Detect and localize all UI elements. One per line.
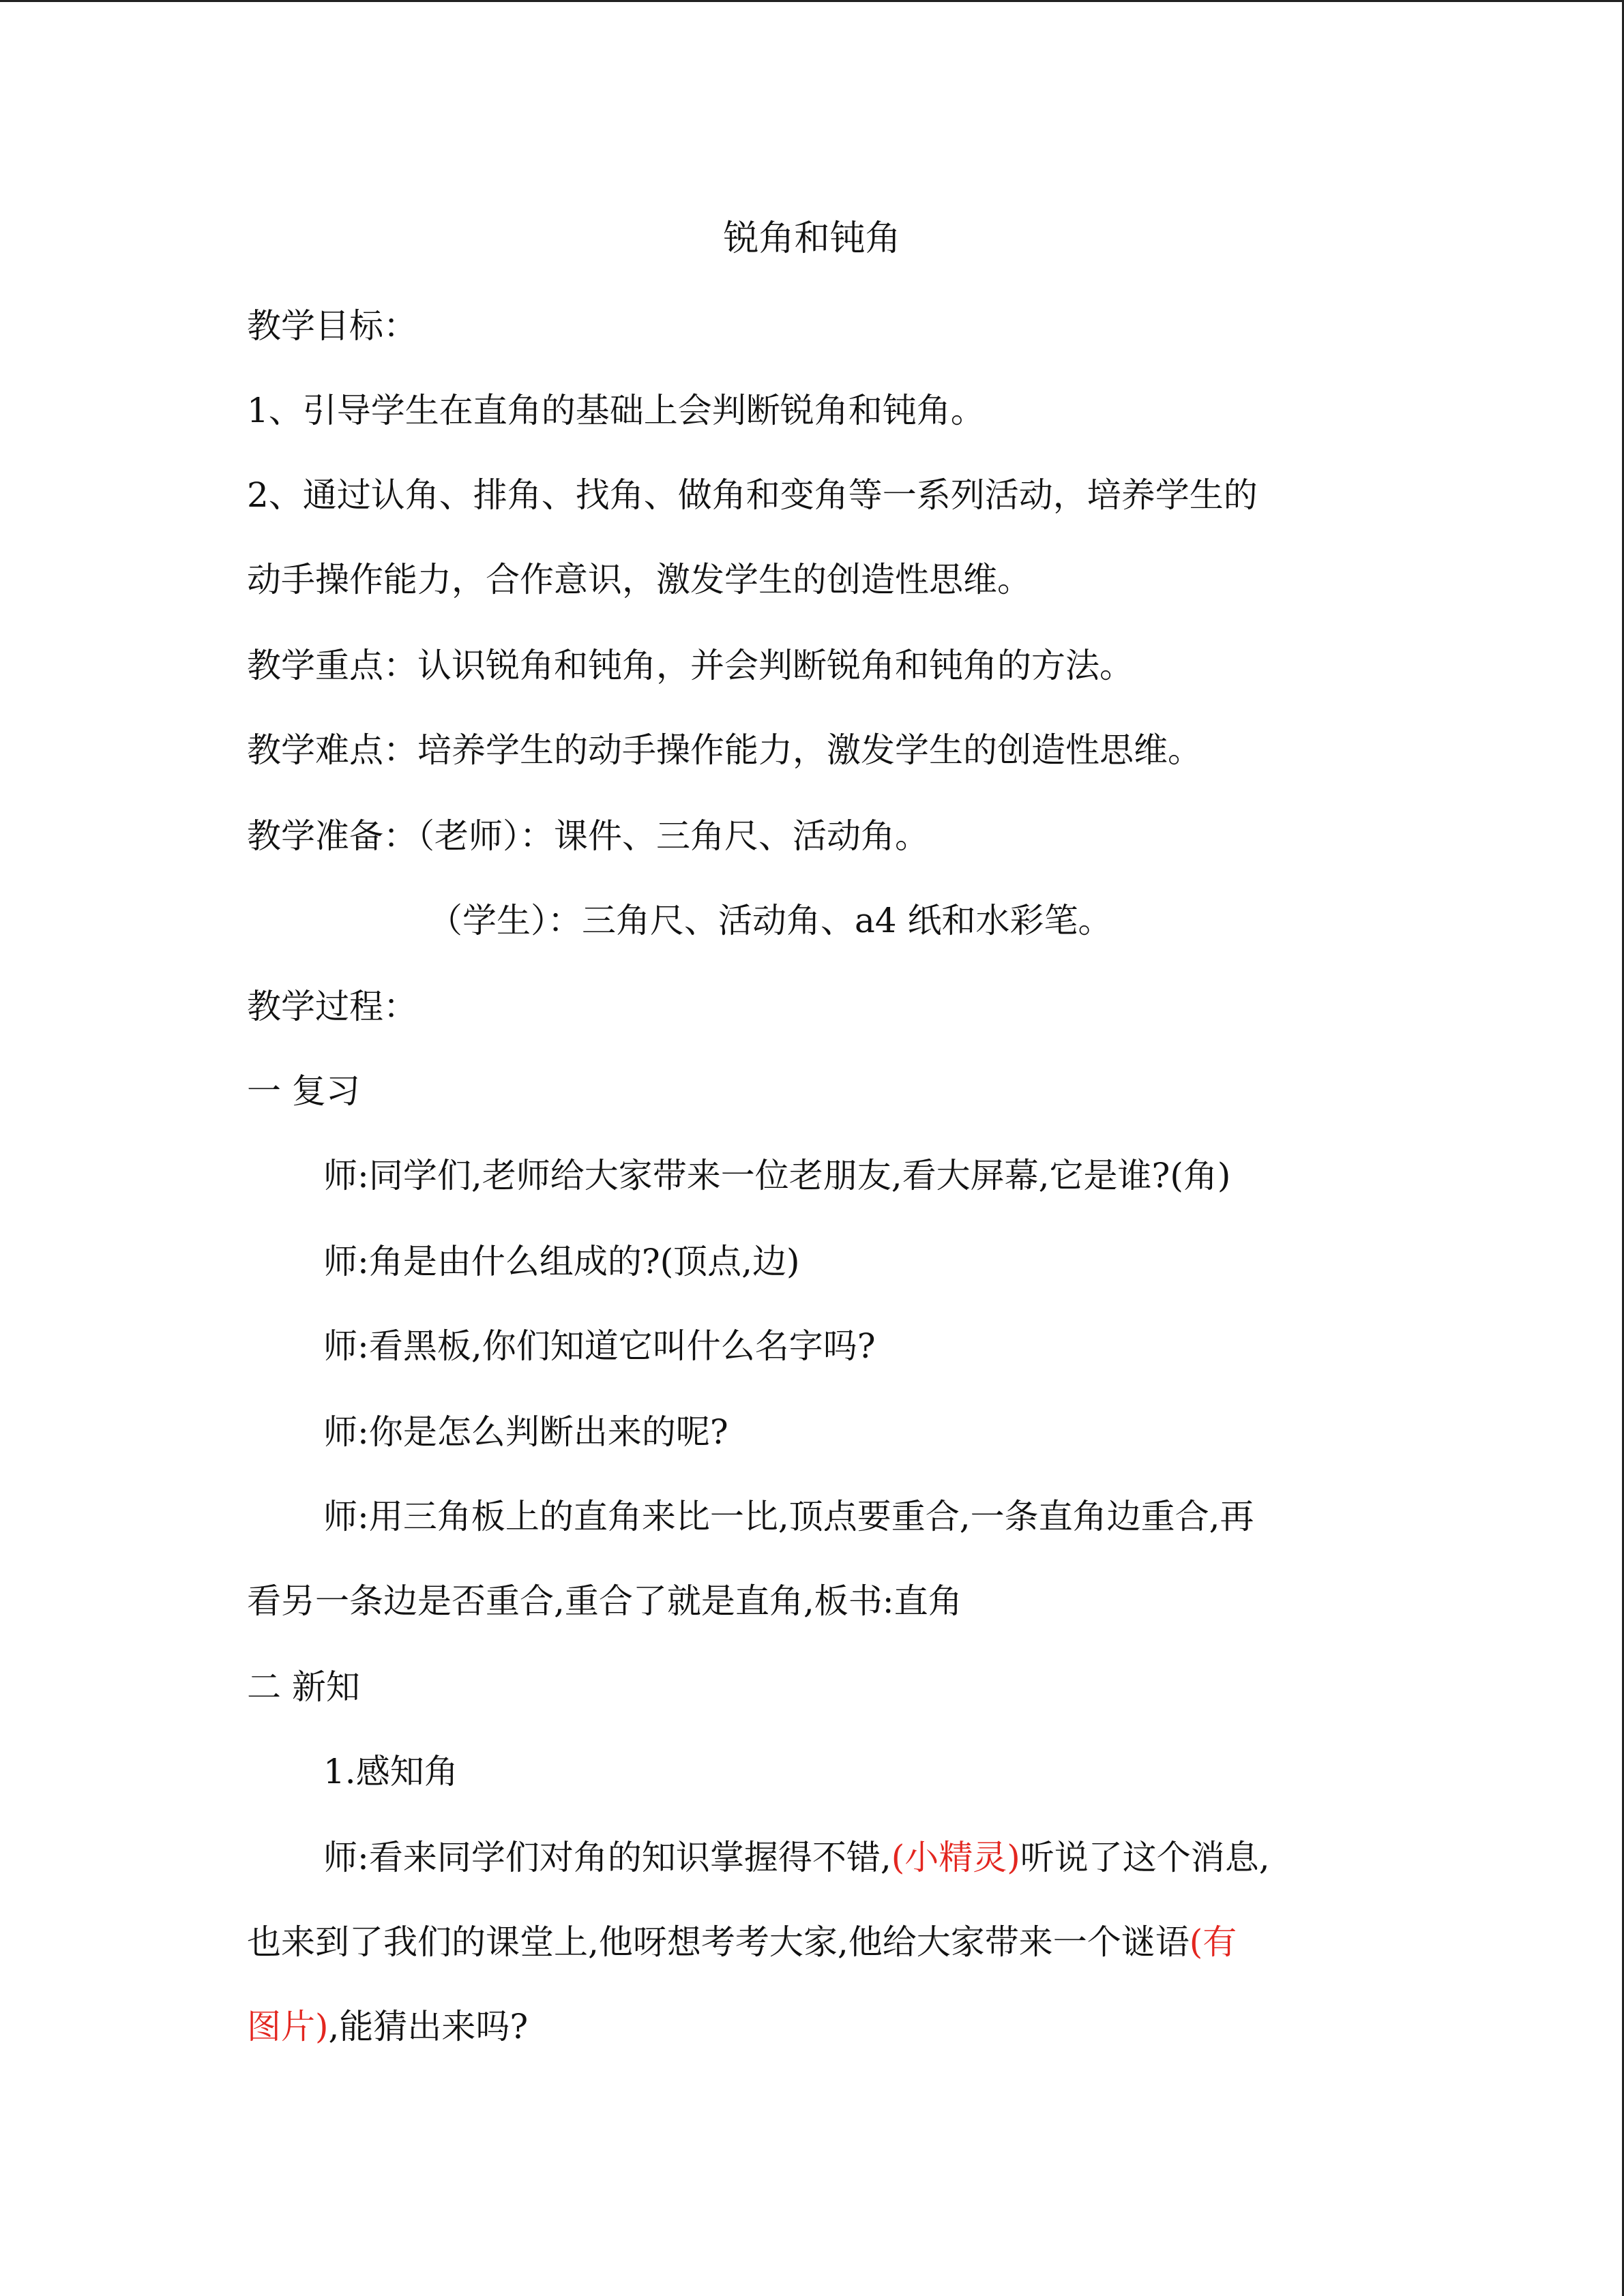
review-question-2: 师:角是由什么组成的?(顶点,边) [323,1242,800,1281]
objective-2-line-1: 2、通过认角、排角、找角、做角和变角等一系列活动，培养学生的 [247,475,1258,515]
review-question-3: 师:看黑板,你们知道它叫什么名字吗? [323,1326,876,1366]
preparation-teacher: 教学准备：（老师）：课件、三角尺、活动角。 [247,816,929,856]
new-paragraph-line-1-text-b: 听说了这个消息, [1020,1838,1270,1877]
new-paragraph-line-3 [247,2006,528,2047]
preparation-student: （学生）：三角尺、活动角、a4 纸和水彩笔。 [428,901,1112,940]
process-heading: 教学过程： [247,987,417,1026]
review-question-5-line-2: 看另一条边是否重合,重合了就是直角,板书:直角 [247,1581,962,1621]
highlight-picture-close: 图片) [247,2007,329,2046]
objective-2-line-2: 动手操作能力，合作意识，激发学生的创造性思维。 [247,560,1031,599]
review-question-4: 师:你是怎么判断出来的呢? [323,1412,728,1452]
section-heading-new-knowledge: 二 新知 [247,1667,360,1707]
difficulty: 教学难点：培养学生的动手操作能力，激发学生的创造性思维。 [247,730,1202,770]
subsection-heading-perceive-angle: 1.感知角 [323,1752,458,1791]
objectives-heading: 教学目标： [247,306,417,346]
review-question-1: 师:同学们,老师给大家带来一位老朋友,看大屏幕,它是谁?(角) [323,1156,1231,1195]
document-title: 锐角和钝角 [723,218,901,259]
review-question-5-line-1: 师:用三角板上的直角来比一比,顶点要重合,一条直角边重合,再 [323,1497,1254,1536]
highlight-sprite: (小精灵) [891,1838,1020,1877]
new-paragraph-line-2-text-a: 也来到了我们的课堂上,他呀想考考大家,他给大家带来一个谜语 [247,1922,1190,1962]
key-point: 教学重点：认识锐角和钝角，并会判断锐角和钝角的方法。 [247,646,1134,685]
objective-1: 1、引导学生在直角的基础上会判断锐角和钝角。 [247,391,985,430]
new-paragraph-line-2 [247,1922,1237,1963]
new-paragraph-line-1 [323,1837,1270,1878]
highlight-picture-open: (有 [1189,1922,1237,1962]
new-paragraph-line-1-text-a: 师:看来同学们对角的知识掌握得不错, [323,1838,891,1877]
new-paragraph-line-3-text-b: ,能猜出来吗? [328,2007,529,2046]
section-heading-review: 一 复习 [247,1071,360,1111]
